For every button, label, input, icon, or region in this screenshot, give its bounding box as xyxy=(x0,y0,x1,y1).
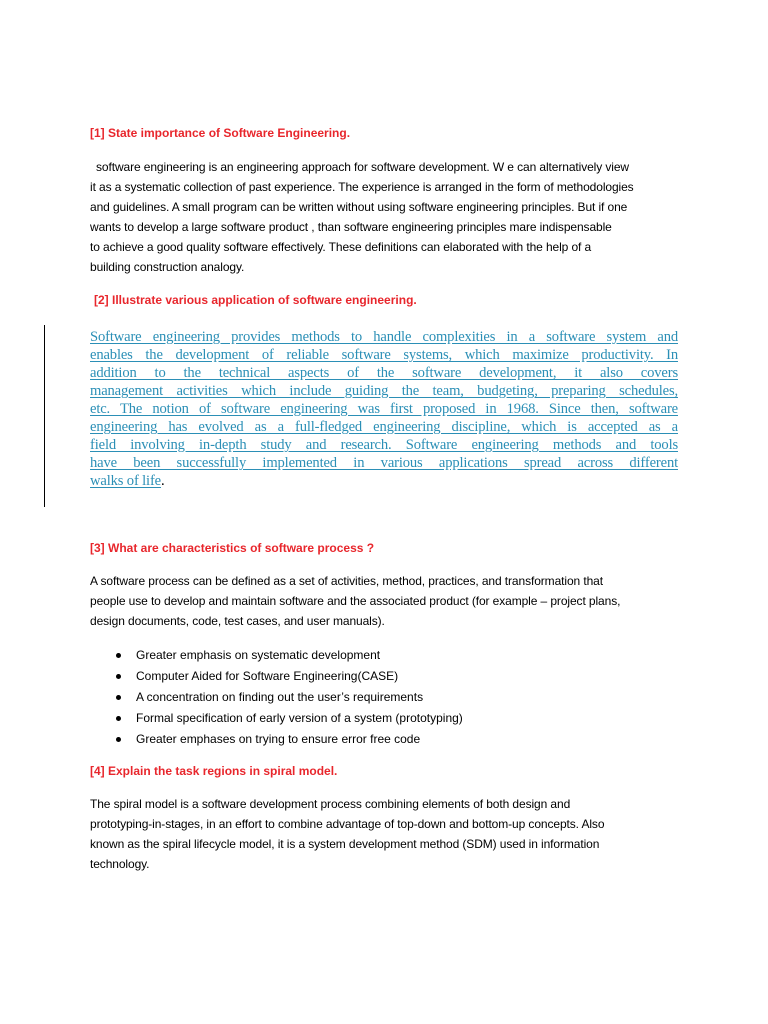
list-item: Greater emphases on trying to ensure error free code xyxy=(110,729,463,750)
bullet-icon xyxy=(116,737,121,742)
list-item: A concentration on finding out the user’s requirements xyxy=(110,687,463,708)
q2-heading: [2] Illustrate various application of software engineering. xyxy=(94,293,417,307)
bullet-icon xyxy=(116,695,121,700)
q2-line: have been successfully implemented in various applications spread across different xyxy=(90,455,678,471)
q2-line: field involving in-depth study and research. Software engineering methods and tools xyxy=(90,437,678,453)
q1-line: wants to develop a large software product , than software engineering principles mare indispensable xyxy=(90,220,612,234)
bullet-icon xyxy=(116,653,121,658)
q1-paragraph xyxy=(90,157,634,277)
q4-paragraph xyxy=(90,794,604,874)
q3-line: people use to develop and maintain software and the associated product (for example – project plans, xyxy=(90,594,621,608)
q1-line: and guidelines. A small program can be written without using software engineering principles. But if one xyxy=(90,200,628,214)
q3-heading: [3] What are characteristics of software process ? xyxy=(90,541,375,555)
q1-heading: [1] State importance of Software Engineering. xyxy=(90,126,351,140)
bullet-icon xyxy=(116,716,121,721)
q2-line: etc. The notion of software engineering was first proposed in 1968. Since then, software xyxy=(90,401,678,417)
q2-line: Software engineering provides methods to handle complexities in a software system and xyxy=(90,329,678,345)
q2-paragraph xyxy=(90,328,678,490)
q3-paragraph xyxy=(90,571,620,631)
q4-line: known as the spiral lifecycle model, it is a system development method (SDM) used in information xyxy=(90,837,600,851)
q3-bullet-list xyxy=(110,645,463,750)
q4-line: The spiral model is a software development process combining elements of both design and xyxy=(90,797,571,811)
q1-line: it as a systematic collection of past experience. The experience is arranged in the form of methodologies xyxy=(90,180,634,194)
q2-line: engineering has evolved as a full-fledged engineering discipline, which is accepted as a xyxy=(90,419,678,435)
bullet-icon xyxy=(116,674,121,679)
q2-line: addition to the technical aspects of the software development, it also covers xyxy=(90,365,678,381)
q2-line: enables the development of reliable software systems, which maximize productivity. In xyxy=(90,347,678,363)
q3-line: design documents, code, test cases, and user manuals). xyxy=(90,614,385,628)
list-item: Computer Aided for Software Engineering(CASE) xyxy=(110,666,463,687)
q1-line: software engineering is an engineering approach for software development. W e can alternatively view xyxy=(96,160,629,174)
q2-line: management activities which include guiding the team, budgeting, preparing schedules, xyxy=(90,383,678,399)
revision-change-bar xyxy=(44,325,45,507)
q4-line: technology. xyxy=(90,857,150,871)
q1-line: to achieve a good quality software effectively. These definitions can elaborated with the help of a xyxy=(90,240,592,254)
q2-line: walks of life. xyxy=(90,473,165,489)
q4-heading: [4] Explain the task regions in spiral model. xyxy=(90,764,338,778)
list-item: Greater emphasis on systematic development xyxy=(110,645,463,666)
q4-line: prototyping-in-stages, in an effort to combine advantage of top-down and bottom-up concepts. Also xyxy=(90,817,605,831)
q3-line: A software process can be defined as a set of activities, method, practices, and transformation that xyxy=(90,574,603,588)
list-item: Formal specification of early version of a system (prototyping) xyxy=(110,708,463,729)
q1-line: building construction analogy. xyxy=(90,260,245,274)
q2-trailing-period: . xyxy=(161,473,165,489)
